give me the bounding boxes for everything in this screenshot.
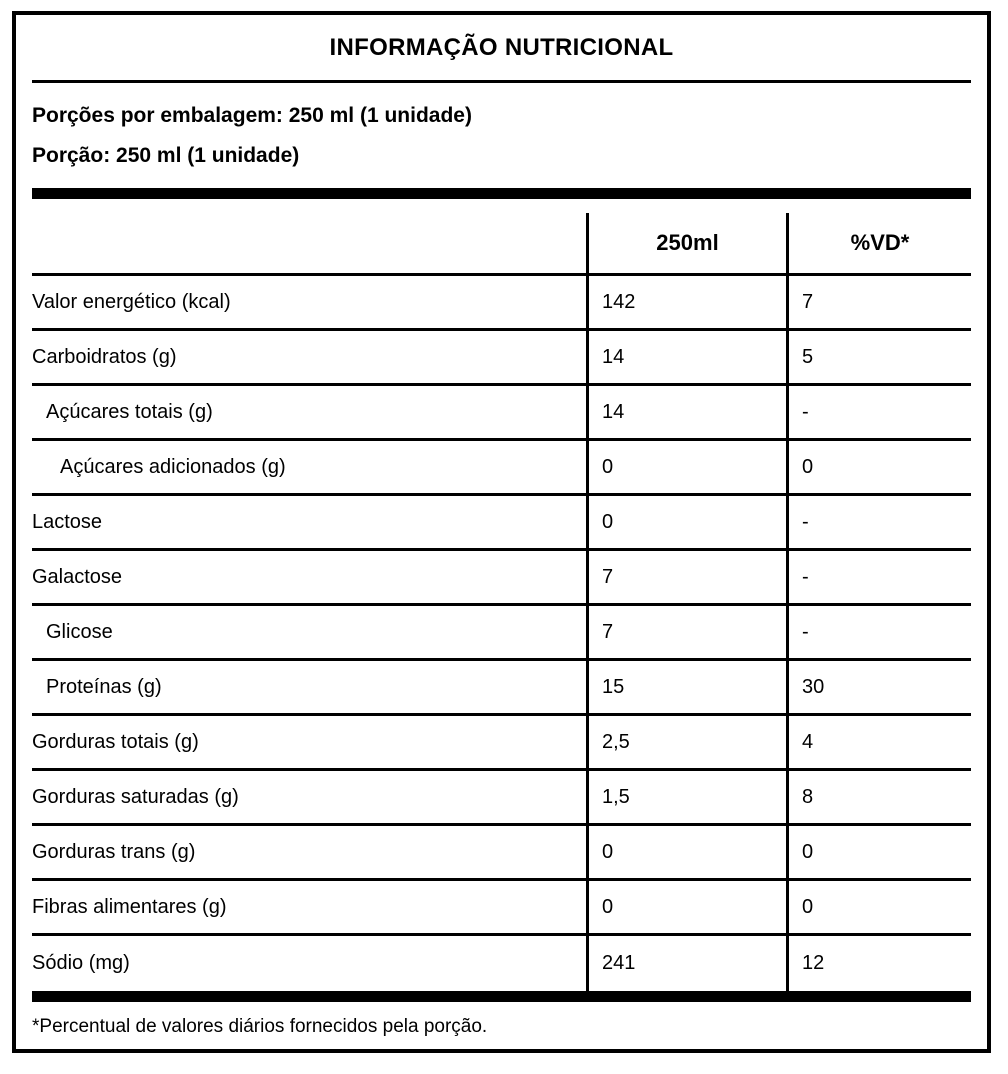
row-amount: 2,5 — [586, 716, 786, 771]
row-vd: 0 — [786, 881, 971, 936]
row-label: Gorduras trans (g) — [32, 826, 586, 881]
row-label: Açúcares totais (g) — [32, 386, 586, 441]
row-amount: 0 — [586, 881, 786, 936]
row-label: Proteínas (g) — [32, 661, 586, 716]
row-amount: 7 — [586, 551, 786, 606]
row-amount: 0 — [586, 496, 786, 551]
row-amount: 0 — [586, 826, 786, 881]
portion-line: Porção: 250 ml (1 unidade) — [32, 144, 300, 167]
row-amount: 241 — [586, 936, 786, 991]
nutrition-label — [12, 11, 991, 1053]
label-title: INFORMAÇÃO NUTRICIONAL — [329, 33, 674, 61]
row-vd: - — [786, 551, 971, 606]
row-vd: 5 — [786, 331, 971, 386]
row-label: Lactose — [32, 496, 586, 551]
row-vd: 30 — [786, 661, 971, 716]
row-vd: - — [786, 386, 971, 441]
row-vd: 0 — [786, 441, 971, 496]
row-vd: - — [786, 496, 971, 551]
row-vd: - — [786, 606, 971, 661]
row-label: Sódio (mg) — [32, 936, 586, 991]
row-label: Açúcares adicionados (g) — [32, 441, 586, 496]
column-header-vd: %VD* — [786, 213, 971, 276]
row-label: Carboidratos (g) — [32, 331, 586, 386]
footer-thick-bar — [32, 991, 971, 1002]
row-vd: 4 — [786, 716, 971, 771]
column-header-250ml: 250ml — [586, 213, 786, 276]
row-amount: 0 — [586, 441, 786, 496]
row-label: Valor energético (kcal) — [32, 276, 586, 331]
row-label: Gorduras saturadas (g) — [32, 771, 586, 826]
row-vd: 7 — [786, 276, 971, 331]
row-label: Glicose — [32, 606, 586, 661]
header-thick-bar — [32, 188, 971, 199]
row-label: Gorduras totais (g) — [32, 716, 586, 771]
row-amount: 14 — [586, 386, 786, 441]
row-amount: 1,5 — [586, 771, 786, 826]
row-amount: 7 — [586, 606, 786, 661]
row-vd: 8 — [786, 771, 971, 826]
row-vd: 0 — [786, 826, 971, 881]
row-label: Fibras alimentares (g) — [32, 881, 586, 936]
column-header-empty — [32, 213, 586, 276]
row-amount: 14 — [586, 331, 786, 386]
serving-info — [32, 83, 971, 188]
row-vd: 12 — [786, 936, 971, 991]
table-top-gap — [32, 199, 971, 213]
footnote: *Percentual de valores diários fornecidos pela porção. — [32, 1016, 488, 1037]
row-amount: 142 — [586, 276, 786, 331]
row-amount: 15 — [586, 661, 786, 716]
nutrition-table — [32, 213, 971, 991]
servings-per-package-line: Porções por embalagem: 250 ml (1 unidade) — [32, 104, 472, 127]
row-label: Galactose — [32, 551, 586, 606]
